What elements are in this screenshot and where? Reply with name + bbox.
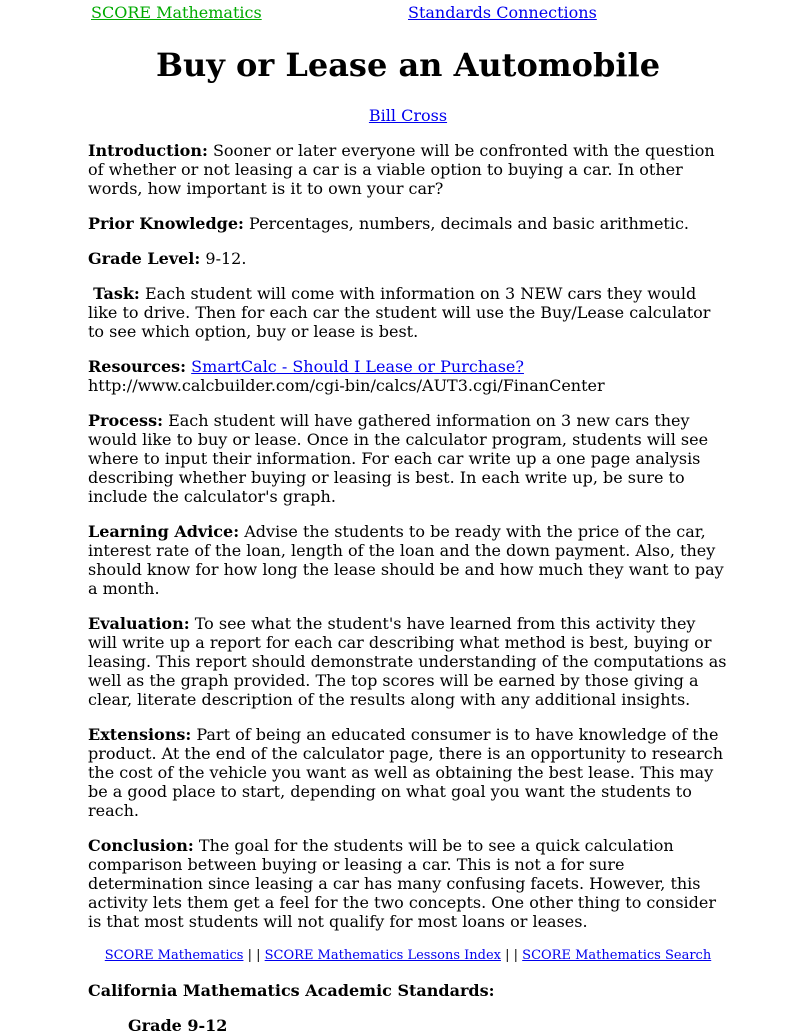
- prior-knowledge-label: Prior Knowledge:: [88, 214, 244, 233]
- grade-level-label: Grade Level:: [88, 249, 201, 268]
- footer-score-mathematics-link[interactable]: SCORE Mathematics: [104, 948, 244, 963]
- extensions-label: Extensions:: [88, 725, 192, 744]
- grade-level-section: [88, 249, 728, 268]
- extensions-text: Part of being an educated consumer is to have knowledge of the product. At the end of the calculator page, there is an opportunity to research the cost of the vehicle you want as well as obtaining the best lease. This may be a good place to start, depending on what goal you want the students to reach.: [88, 725, 723, 820]
- standards-connections-link[interactable]: Standards Connections: [408, 3, 597, 22]
- page-title: Buy or Lease an Automobile: [155, 46, 661, 84]
- author-line: [88, 106, 728, 125]
- footer-separator: | |: [247, 948, 261, 963]
- resources-url-text: http://www.calcbuilder.com/cgi-bin/calcs/AUT3.cgi/FinanCenter: [88, 376, 605, 395]
- task-label: Task:: [93, 284, 140, 303]
- lesson-content: [88, 45, 728, 1035]
- conclusion-text: The goal for the students will be to see a quick calculation comparison between buying or leasing a car. This is not a for sure determination since leasing a car has many confusing facets. However, this activity lets them get a feel for the two concepts. One other thing to consider is that most students will not qualify for most loans or leases.: [88, 836, 717, 931]
- learning-advice-section: [88, 522, 728, 598]
- prior-knowledge-section: [88, 214, 728, 233]
- introduction-label: Introduction:: [88, 141, 208, 160]
- footer-search-link[interactable]: SCORE Mathematics Search: [522, 948, 712, 963]
- footer-separator: | |: [505, 948, 519, 963]
- resources-label: Resources:: [88, 357, 187, 376]
- introduction-section: [88, 141, 728, 198]
- conclusion-section: [88, 836, 728, 931]
- standards-grade: Grade 9-12: [128, 1016, 228, 1035]
- evaluation-section: [88, 614, 728, 709]
- process-label: Process:: [88, 411, 163, 430]
- standards-heading: California Mathematics Academic Standards:: [88, 981, 495, 1000]
- score-mathematics-link[interactable]: SCORE Mathematics: [91, 3, 262, 22]
- learning-advice-text: Advise the students to be ready with the price of the car, interest rate of the loan, length of the loan and the down payment. Also, they should know for how long the lease should be and how much they want to pay a month.: [88, 522, 724, 598]
- task-section: [88, 284, 728, 341]
- grade-level-text: 9-12.: [205, 249, 247, 268]
- extensions-section: [88, 725, 728, 820]
- resources-section: [88, 357, 728, 395]
- evaluation-text: To see what the student's have learned from this activity they will write up a report for each car describing what method is best, buying or leasing. This report should demonstrate understanding of the computations as well as the graph provided. The top scores will be earned by those giving a clear, literate description of the results along with any additional insights.: [88, 614, 727, 709]
- top-nav: [91, 3, 731, 23]
- introduction-text: Sooner or later everyone will be confronted with the question of whether or not leasing a car is a viable option to buying a car. In other words, how important is it to own your car?: [88, 141, 715, 198]
- author-link[interactable]: Bill Cross: [368, 106, 448, 125]
- evaluation-label: Evaluation:: [88, 614, 190, 633]
- task-text: Each student will come with information on 3 NEW cars they would like to drive. Then for each car the student will use the Buy/Lease calculator to see which option, buy or lease is best.: [88, 284, 711, 341]
- process-section: [88, 411, 728, 506]
- smartcalc-link[interactable]: SmartCalc - Should I Lease or Purchase?: [191, 357, 524, 376]
- footer-links: [88, 947, 728, 965]
- process-text: Each student will have gathered information on 3 new cars they would like to buy or lease. Once in the calculator program, students will see where to input their information. For each car write up a one page analysis describing whether buying or leasing is best. In each write up, be sure to include the calculator's graph.: [88, 411, 709, 506]
- learning-advice-label: Learning Advice:: [88, 522, 240, 541]
- conclusion-label: Conclusion:: [88, 836, 194, 855]
- footer-lessons-index-link[interactable]: SCORE Mathematics Lessons Index: [264, 948, 501, 963]
- prior-knowledge-text: Percentages, numbers, decimals and basic arithmetic.: [249, 214, 690, 233]
